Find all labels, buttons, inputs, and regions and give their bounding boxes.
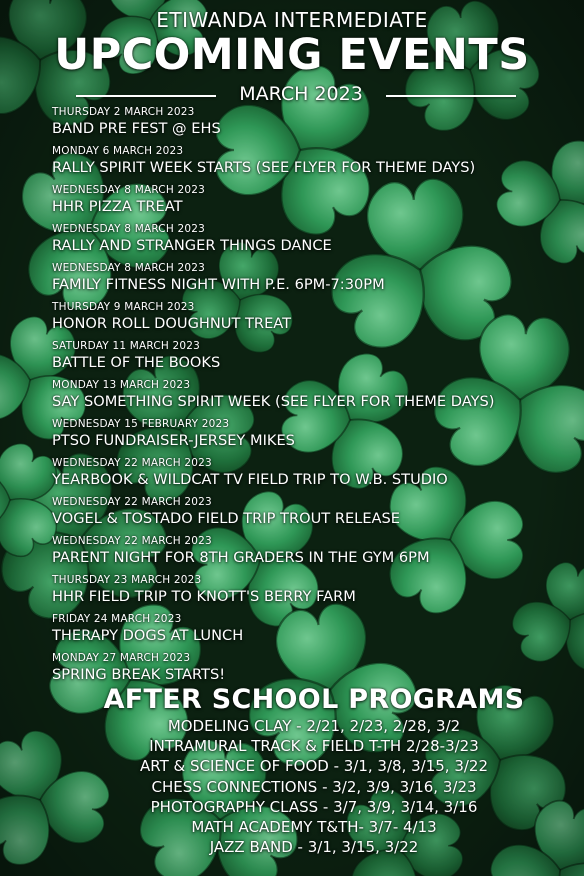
program-item: MATH ACADEMY T&TH- 3/7- 4/13 <box>191 818 437 837</box>
event-date: THURSDAY 23 MARCH 2023 <box>52 574 202 586</box>
after-school-title: AFTER SCHOOL PROGRAMS <box>103 684 525 715</box>
page-title: UPCOMING EVENTS <box>54 30 530 80</box>
divider-left <box>76 95 216 97</box>
program-item: CHESS CONNECTIONS - 3/2, 3/9, 3/16, 3/23 <box>151 777 477 796</box>
event-title: PARENT NIGHT FOR 8TH GRADERS IN THE GYM 6PM <box>52 549 430 566</box>
event-date: WEDNESDAY 8 MARCH 2023 <box>52 223 205 235</box>
list-item <box>52 496 572 535</box>
event-title: HONOR ROLL DOUGHNUT TREAT <box>52 315 292 332</box>
event-title: BATTLE OF THE BOOKS <box>52 354 221 371</box>
event-title: YEARBOOK & WILDCAT TV FIELD TRIP TO W.B. STUDIO <box>52 471 448 488</box>
event-date: WEDNESDAY 22 MARCH 2023 <box>52 496 212 508</box>
program-item: INTRAMURAL TRACK & FIELD T-TH 2/28-3/23 <box>149 737 479 756</box>
event-title: BAND PRE FEST @ EHS <box>52 120 221 137</box>
program-item: MODELING CLAY - 2/21, 2/23, 2/28, 3/2 <box>167 717 461 735</box>
event-title: SAY SOMETHING SPIRIT WEEK (SEE FLYER FOR THEME DAYS) <box>52 393 495 410</box>
list-item <box>52 340 572 379</box>
month-label: MARCH 2023 <box>239 83 363 105</box>
list-item <box>52 145 572 184</box>
list-item <box>52 223 572 262</box>
event-date: SATURDAY 11 MARCH 2023 <box>52 340 201 352</box>
event-date: WEDNESDAY 8 MARCH 2023 <box>52 262 205 274</box>
event-title: THERAPY DOGS AT LUNCH <box>52 627 244 644</box>
event-title: FAMILY FITNESS NIGHT WITH P.E. 6PM-7:30PM <box>52 276 385 293</box>
list-item <box>52 379 572 418</box>
list-item <box>52 301 572 340</box>
list-item <box>52 184 572 223</box>
event-date: MONDAY 6 MARCH 2023 <box>52 145 184 157</box>
event-date: FRIDAY 24 MARCH 2023 <box>52 613 182 625</box>
list-item <box>52 262 572 301</box>
after-school-programs-list <box>0 716 584 857</box>
list-item <box>52 457 572 496</box>
event-title: VOGEL & TOSTADO FIELD TRIP TROUT RELEASE <box>52 510 401 527</box>
event-date: WEDNESDAY 22 MARCH 2023 <box>52 457 212 469</box>
event-title: RALLY AND STRANGER THINGS DANCE <box>52 237 332 254</box>
list-item <box>52 106 572 145</box>
event-date: WEDNESDAY 15 FEBRUARY 2023 <box>52 418 230 430</box>
events-list <box>52 106 572 691</box>
program-item: PHOTOGRAPHY CLASS - 3/7, 3/9, 3/14, 3/16 <box>150 797 478 816</box>
event-date: THURSDAY 9 MARCH 2023 <box>52 301 195 313</box>
event-date: THURSDAY 2 MARCH 2023 <box>52 106 195 118</box>
event-title: RALLY SPIRIT WEEK STARTS (SEE FLYER FOR THEME DAYS) <box>52 159 476 176</box>
event-date: MONDAY 27 MARCH 2023 <box>52 652 191 664</box>
event-title: PTSO FUNDRAISER-JERSEY MIKES <box>52 432 295 449</box>
list-item <box>52 535 572 574</box>
list-item <box>52 574 572 613</box>
program-item: ART & SCIENCE OF FOOD - 3/1, 3/8, 3/15, 3/22 <box>139 757 489 776</box>
event-date: WEDNESDAY 22 MARCH 2023 <box>52 535 212 547</box>
event-title: HHR FIELD TRIP TO KNOTT'S BERRY FARM <box>52 588 356 605</box>
divider-right <box>386 95 516 97</box>
event-date: WEDNESDAY 8 MARCH 2023 <box>52 184 205 196</box>
program-item: JAZZ BAND - 3/1, 3/15, 3/22 <box>209 838 419 857</box>
list-item <box>52 613 572 652</box>
event-title: HHR PIZZA TREAT <box>52 198 183 215</box>
event-date: MONDAY 13 MARCH 2023 <box>52 379 191 391</box>
list-item <box>52 418 572 457</box>
school-name: ETIWANDA INTERMEDIATE <box>156 8 428 32</box>
event-title: SPRING BREAK STARTS! <box>52 666 226 683</box>
